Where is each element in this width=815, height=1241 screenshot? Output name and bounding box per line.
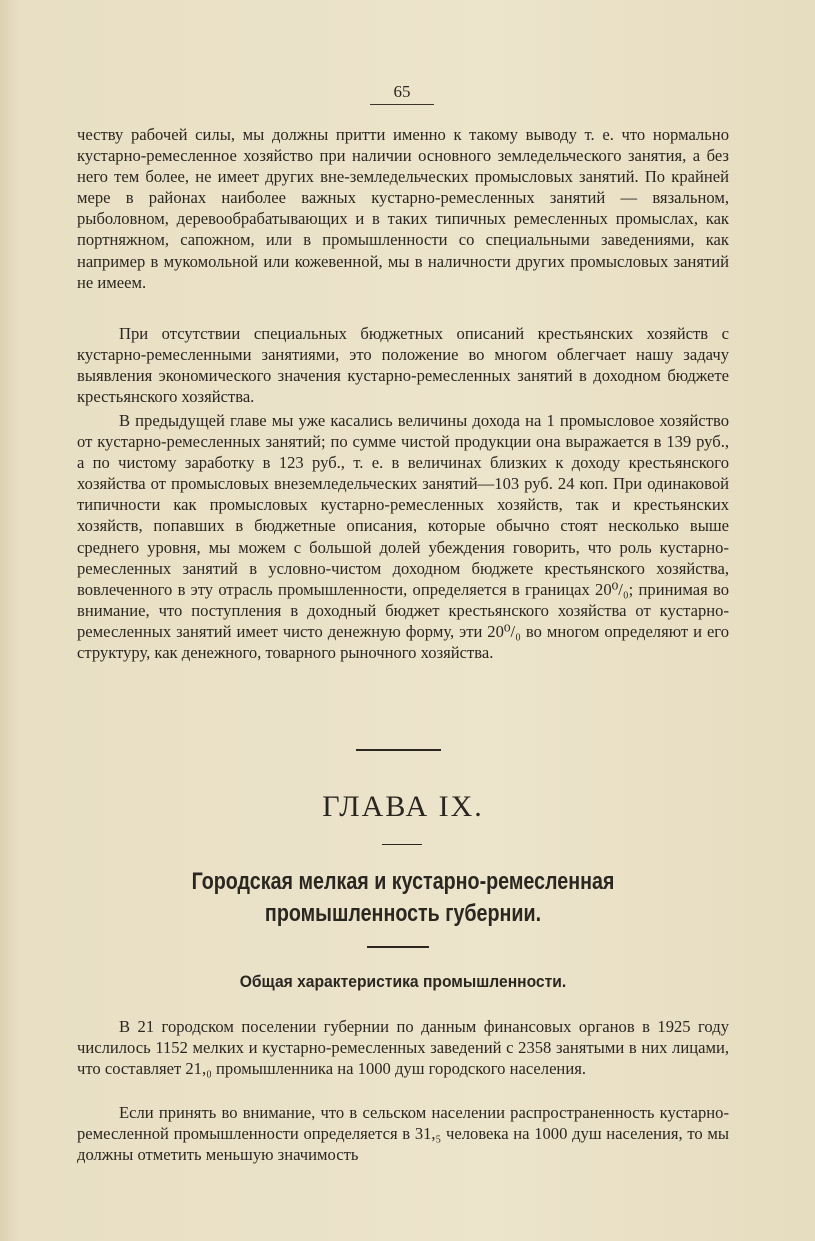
paragraph: честву рабочей силы, мы должны притти именно к такому выводу т. е. что нормально кустарно-ремесленное хозяйство при наличии основного земледельческого занятия, а без него тем более, не имеет других вне-земледельческих промысловых занятий. По крайней мере в районах наиболее важных кустарно-ремесленных занятий — вязальном, рыболовном, деревообрабатывающих и в таких типичных ремесленных промыслах, как портняжном, сапожном, или в промышленности со специальными заведениями, как например в мукомольной или кожевенной, мы в наличности других промысловых занятий не имеем. <box>77 125 729 292</box>
chapter-divider <box>382 844 422 845</box>
paragraph: В предыдущей главе мы уже касались величины дохода на 1 промысловое хозяйство от кустарно-ремесленных занятий; по сумме чистой продукции она выражается в 139 руб., а по чистому заработку в 123 руб., т. е. в величинах близких к доходу крестьянского хозяйства от промысловых внеземледельческих занятий—103 руб. 24 коп. При одинаковой типичности как промысловых кустарно-ремесленных хозяйств, так и крестьянских хозяйств, попавших в бюджетные описания, которые обычно стоят несколько выше среднего уровня, мы можем с большой долей убеждения говорить, что роль кустарно-ремесленных занятий в условно-чистом доходном бюджете крестьянского хозяйства, вовлеченного в эту отрасль промышленности, определяется в границах 20⁰/₀; принимая во внимание, что поступления в доходный бюджет крестьянского хозяйства от кустарно-ремесленных занятий имеет чисто денежную форму, эти 20⁰/₀ во многом определяют и его структуру, как денежного, товарного рыночного хозяйства. <box>77 411 729 663</box>
paragraph: Если принять во внимание, что в сельском населении распространенность кустарно-ремесленной промышленности определяется в 31,₅ человека на 1000 душ населения, то мы должны отметить меньшую значимость <box>77 1103 729 1165</box>
page-number: 65 <box>370 82 434 105</box>
chapter-label: ГЛАВА IX. <box>322 790 484 823</box>
paragraph: При отсутствии специальных бюджетных описаний крестьянских хозяйств с кустарно-ремесленными занятиями, это положение во многом облегчает нашу задачу выявления экономического значения кустарно-ремесленных занятий в доходном бюджете крестьянского хозяйства. <box>77 324 729 407</box>
heading-divider <box>367 946 429 948</box>
paragraph: В 21 городском поселении губернии по данным финансовых органов в 1925 году числилось 1152 мелких и кустарно-ремесленных заведений с 2358 занятыми в них лицами, что составляет 21,₀ промышленника на 1000 душ городского населения. <box>77 1017 729 1079</box>
chapter-heading: Городская мелкая и кустарно-ремесленная промышленность губернии. <box>191 868 615 927</box>
section-divider <box>356 749 441 751</box>
section-heading: Общая характеристика промышленности. <box>239 972 567 991</box>
